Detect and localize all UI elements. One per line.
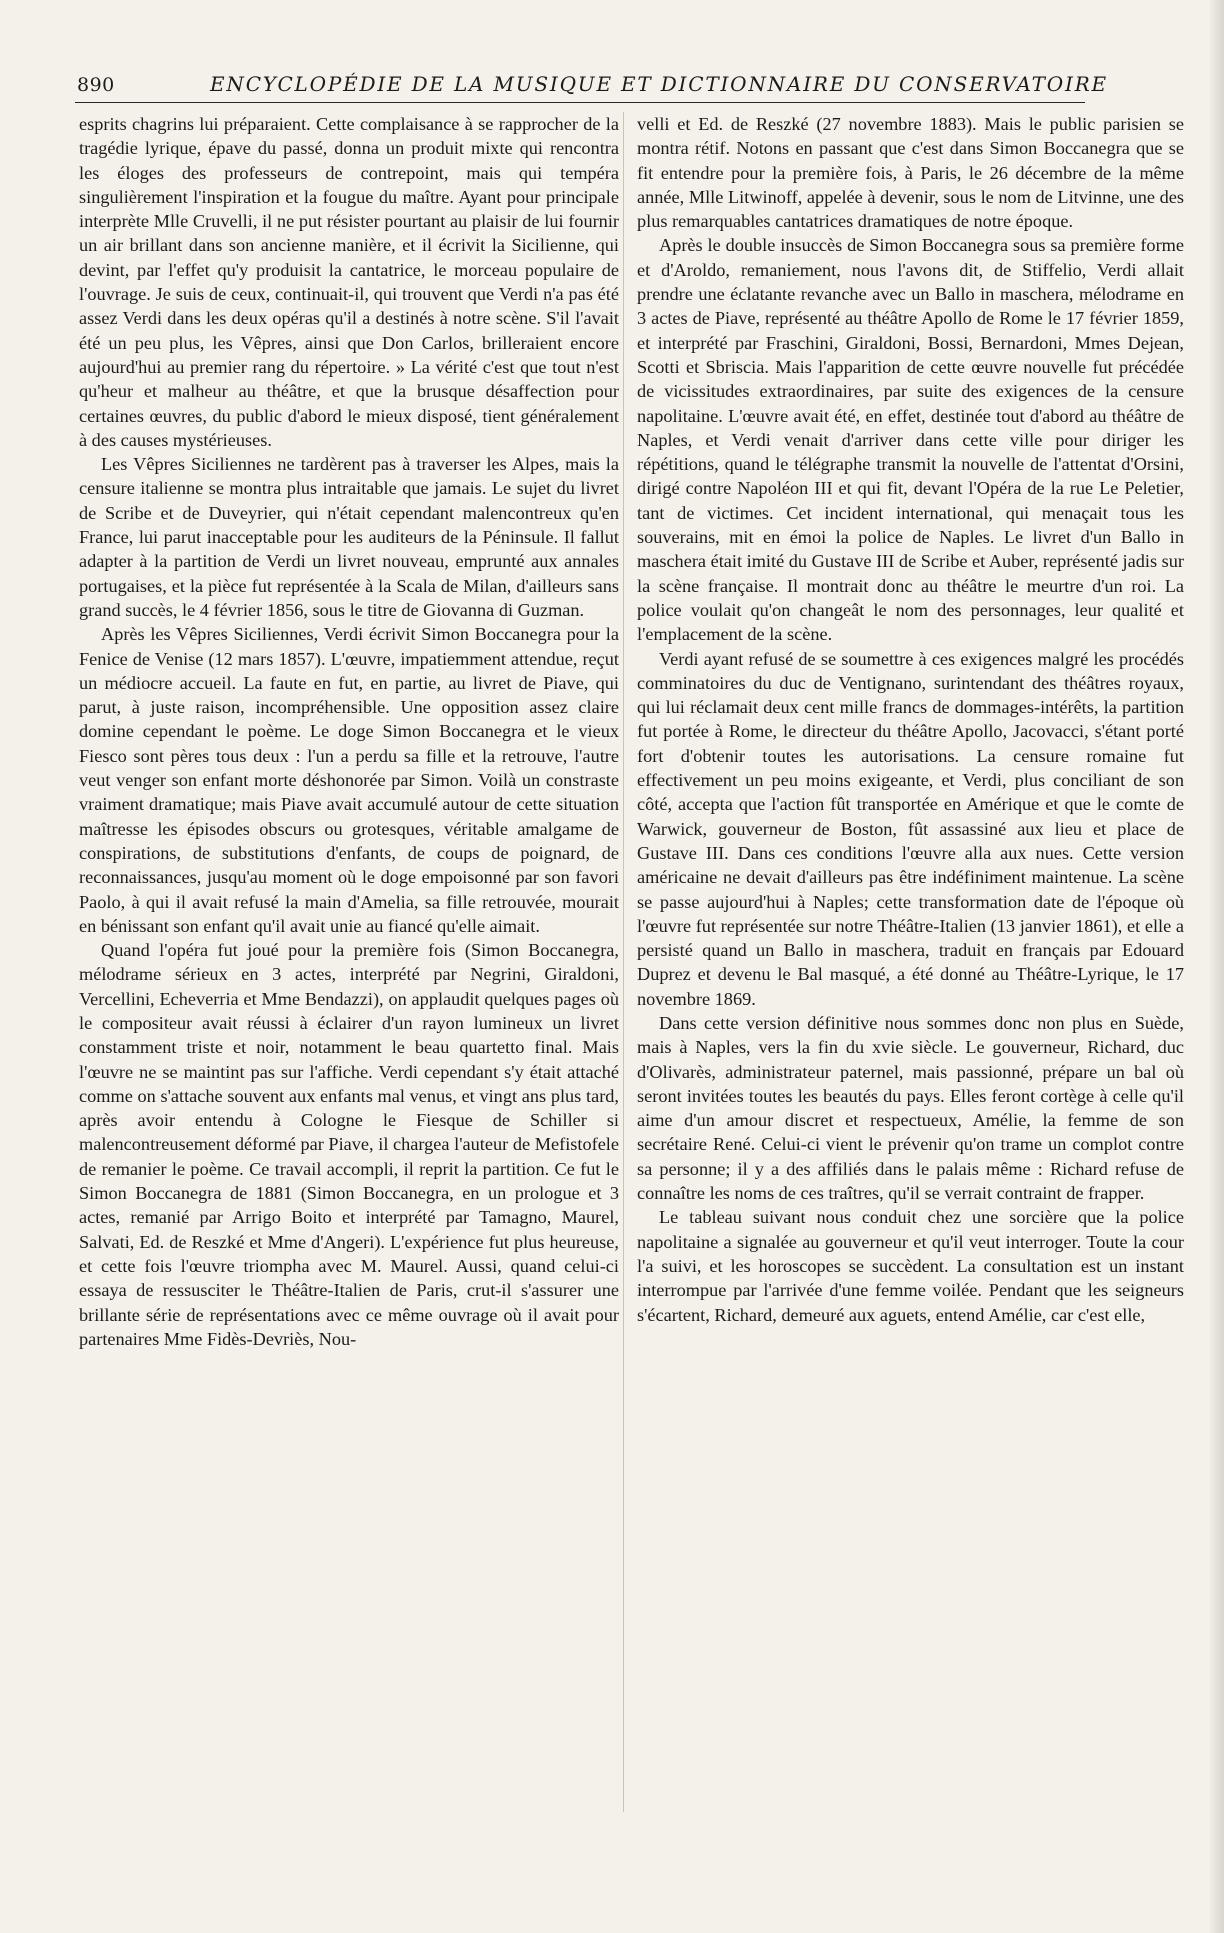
paragraph: Verdi ayant refusé de se soumettre à ces exigences malgré les procédés comminatoires du duc de Ventignano, surintendant des théâtres royaux, qui lui réclamait deux cent mille francs de dommages-intérêts, la partition fut portée à Rome, le directeur du théâtre Apollo, Jacovacci, s'étant porté fort d'obtenir toutes les autorisations. La censure romaine fut effectivement un peu moins exigeante, et Verdi, plus conciliant de son côté, accepta que l'action fût transportée en Amérique et que le comte de Warwick, gouverneur de Boston, fût assassiné aux lieu et place de Gustave III. Dans ces conditions l'œuvre alla aux nues. Cette version américaine ne devait d'ailleurs pas être indéfiniment maintenue. La scène se passe aujourd'hui à Naples; cette transformation date de l'époque où l'œuvre fut représentée sur notre Théâtre-Italien (13 janvier 1861), et elle a persisté quand un Ballo in maschera, traduit en français par Edouard Duprez et devenu le Bal masqué, a été donné au Théâtre-Lyrique, le 17 novembre 1869. (637, 648, 1184, 1009)
paragraph: esprits chagrins lui préparaient. Cette complaisance à se rapprocher de la tragédie lyrique, épave du passé, donna un produit mixte qui rencontra les éloges des professeurs de contrepoint, mais qui tempéra singulièrement l'inspiration et la fougue du maître. Ayant pour principale interprète Mlle Cruvelli, il ne put résister pourtant au plaisir de lui fournir un air brillant dans son ancienne manière, et il écrivit la Sicilienne, qui devint, par l'effet qu'y produisit la cantatrice, le morceau populaire de l'ouvrage. Je suis de ceux, continuait-il, qui trouvent que Verdi n'a pas été assez Verdi dans les deux opéras qu'il a destinés à notre scène. S'il l'avait été un peu plus, les Vêpres, ainsi que Don Carlos, brilleraient encore aujourd'hui au premier rang du répertoire. » La vérité c'est que tout n'est qu'heur et malheur au théâtre, et que la brusque désaffection pour certaines œuvres, du public d'abord le mieux disposé, tient généralement à des causes mystérieuses. (79, 114, 619, 450)
paragraph: Après le double insuccès de Simon Boccanegra sous sa première forme et d'Aroldo, remaniement, nous l'avons dit, de Stiffelio, Verdi allait prendre une éclatante revanche avec un Ballo in maschera, mélodrame en 3 actes de Piave, représenté au théâtre Apollo de Rome le 17 février 1859, et interprété par Fraschini, Giraldoni, Bossi, Bernardoni, Mmes Dejean, Scotti et Sbriscia. Mais l'apparition de cette œuvre nouvelle fut précédée de vicissitudes extraordinaires, par suite des exigences de la censure napolitaine. L'œuvre avait été, en effet, destinée tout d'abord au théâtre de Naples, et Verdi venait d'arriver dans cette ville pour diriger les répétitions, quand le télégraphe transmit la nouvelle de l'attentat d'Orsini, dirigé contre Napoléon III et qui fit, devant l'Opéra de la rue Le Peletier, tant de victimes. Cet incident international, qui menaçait tous les souverains, mit en émoi la police de Naples. Le livret d'un Ballo in maschera était imité du Gustave III de Scribe et Auber, représenté jadis sur la scène française. Il montrait donc au théâtre le meurtre d'un roi. La police voulait qu'on changeât le nom des personnages, leur qualité et l'emplacement de la scène. (637, 235, 1184, 645)
column-divider (623, 112, 624, 1812)
paragraph: Le tableau suivant nous conduit chez une sorcière que la police napolitaine a signalée au gouverneur et qu'il veut interroger. Toute la cour l'a suivi, et les horoscopes se succèdent. La consultation est un instant interrompue par l'arrivée d'une femme voilée. Pendant que les seigneurs s'écartent, Richard, demeuré aux aguets, entend Amélie, car c'est elle, (637, 1207, 1184, 1325)
paragraph: Dans cette version définitive nous sommes donc non plus en Suède, mais à Naples, vers la fin du xvie siècle. Le gouverneur, Richard, duc d'Olivarès, administrateur paternel, mais passionné, prépare un bal où seront invitées toutes les beautés du pays. Elles feront cortège à celle qu'il aime d'un amour discret et respectueux, Amélie, la femme de son secrétaire René. Celui-ci vient le prévenir qu'on trame un complot contre sa personne; il y a des affiliés dans le palais même : Richard refuse de connaître les noms de ces traîtres, qu'il se verrait contraint de frapper. (637, 1012, 1184, 1204)
paragraph: Quand l'opéra fut joué pour la première fois (Simon Boccanegra, mélodrame sérieux en 3 actes, interprété par Negrini, Giraldoni, Vercellini, Echeverria et Mme Bendazzi), on applaudit quelques pages où le compositeur avait réussi à éclairer d'un rayon lumineux un livret constamment triste et noir, notamment le beau quartetto final. Mais l'œuvre ne se maintint pas sur l'affiche. Verdi cependant s'y était attaché comme on s'attache souvent aux enfants mal venus, et vingt ans plus tard, après avoir entendu à Cologne le Fiesque de Schiller si malencontreusement déformé par Piave, il chargea l'auteur de Mefistofele de remanier le poème. Ce travail accompli, il reprit la partition. Ce fut le Simon Boccanegra de 1881 (Simon Boccanegra, en un prologue et 3 actes, remanié par Arrigo Boito et interprété par Tamagno, Maurel, Salvati, Ed. de Reszké et Mme d'Angeri). L'expérience fut plus heureuse, et cette fois l'œuvre triompha avec M. Maurel. Aussi, quand celui-ci essaya de ressusciter le Théâtre-Italien de Paris, crut-il s'assurer une brillante série de représentations avec ce même ouvrage où il avait pour partenaires Mme Fidès-Devriès, Nou- (79, 940, 619, 1349)
paragraph: Après les Vêpres Siciliennes, Verdi écrivit Simon Boccanegra pour la Fenice de Venise (12 mars 1857). L'œuvre, impatiemment attendue, reçut un médiocre accueil. La faute en fut, en partie, au livret de Piave, qui parut, à juste raison, incompréhensible. Une opposition assez claire domine cependant le poème. Le doge Simon Boccanegra et le vieux Fiesco sont pères tous deux : l'un a perdu sa fille et la retrouve, l'autre veut venger son enfant morte déshonorée par Simon. Voilà un constraste vraiment dramatique; mais Piave avait accumulé autour de cette situation maîtresse les épisodes obscurs ou grotesques, véritable amalgame de conspirations, de substitutions d'enfants, de coups de poignard, de reconnaissances, jusqu'au moment où le doge empoisonné par son favori Paolo, à qui il avait refusé la main d'Amelia, sa fille retrouvée, mourait en bénissant son enfant qu'il avait unie au fiancé qu'elle aimait. (79, 624, 619, 936)
page-edge-shadow (1210, 0, 1224, 1933)
left-column (79, 112, 619, 1351)
page-header (75, 66, 1108, 103)
page-number: 890 (77, 74, 115, 96)
paragraph: Les Vêpres Siciliennes ne tardèrent pas à traverser les Alpes, mais la censure italienne se montra plus intraitable que jamais. Le sujet du livret de Scribe et de Duveyrier, qui n'était cependant malencontreux qu'en France, lui parut inacceptable pour les auditeurs de la Péninsule. Il fallut adapter à la partition de Verdi un livret nouveau, emprunté aux annales portugaises, et la pièce fut représentée à la Scala de Milan, d'ailleurs sans grand succès, le 4 février 1856, sous le titre de Giovanna di Guzman. (79, 454, 619, 620)
right-column (637, 112, 1184, 1327)
running-title: ENCYCLOPÉDIE DE LA MUSIQUE ET DICTIONNAIRE DU CONSERVATOIRE (210, 72, 1108, 96)
paragraph: velli et Ed. de Reszké (27 novembre 1883). Mais le public parisien se montra rétif. Notons en passant que c'est dans Simon Boccanegra que se fit entendre pour la première fois, à Paris, le 26 décembre de la même année, Mlle Litwinoff, appelée à devenir, sous le nom de Litvinne, une des plus remarquables cantatrices dramatiques de notre époque. (637, 114, 1184, 232)
